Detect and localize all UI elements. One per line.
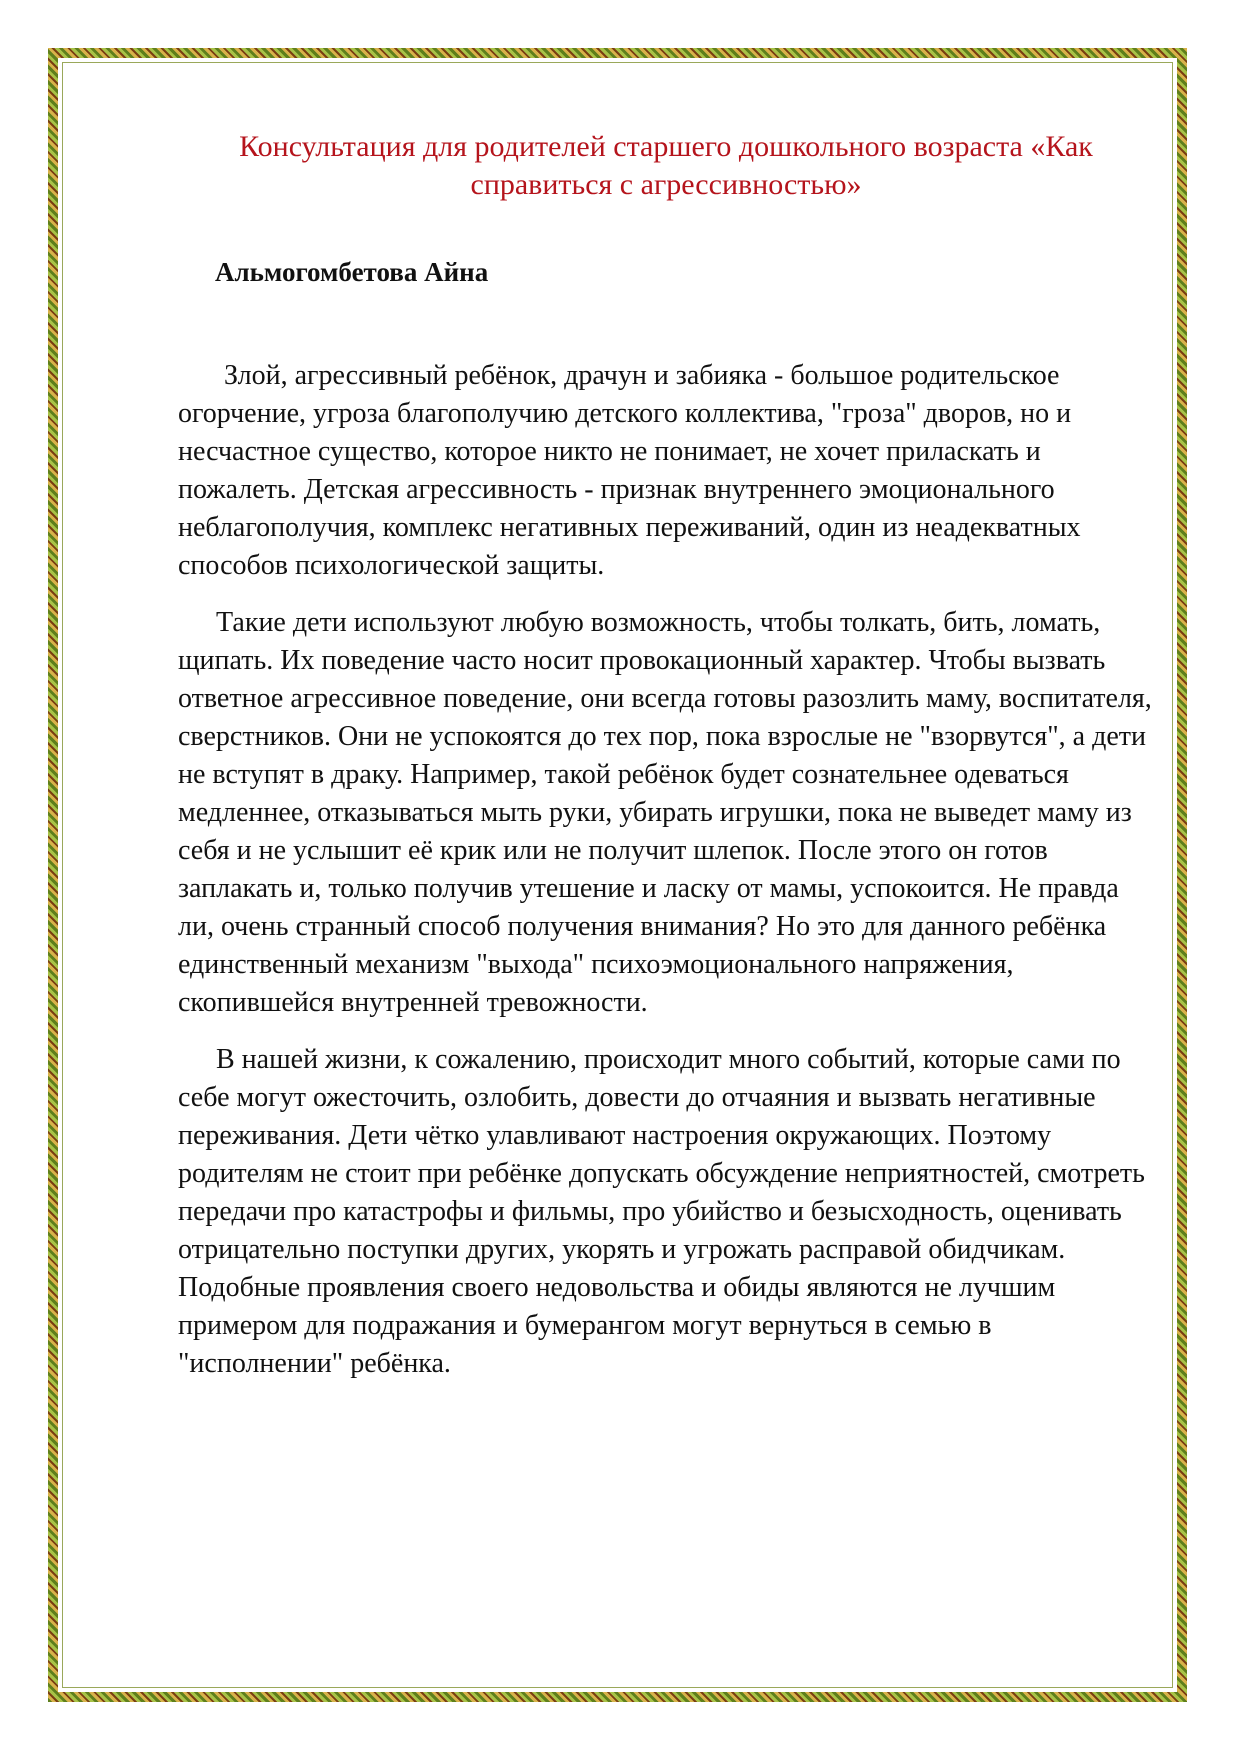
author-name: Альмогомбетова Айна [215, 257, 489, 287]
paragraph-3: В нашей жизни, к сожалению, происходит много событий, которые сами по себе могут ожесточить, озлобить, довести до отчаяния и вызвать негативные переживания. Дети чётко улавливают настроения окружающих. Поэтому родителям не стоит при ребёнке допускать обсуждение неприятностей, смотреть передачи про катастрофы и фильмы, про убийство и безысходность, оценивать отрицательно поступки других, укорять и угрожать расправой обидчикам. Подобные проявления своего недовольства и обиды являются не лучшим примером для подражания и бумерангом могут вернуться в семью в "исполнении" ребёнка. [178, 1044, 1145, 1379]
paragraph-1: Злой, агрессивный ребёнок, драчун и забияка - большое родительское огорчение, угроза благополучию детского коллектива, "гроза" дворов, но и несчастное существо, которое никто не понимает, не хочет приласкать и пожалеть. Детская агрессивность - признак внутреннего эмоционального неблагополучия, комплекс негативных переживаний, один из неадекватных способов психологической защиты. [178, 360, 1081, 581]
paragraph-2: Такие дети используют любую возможность, чтобы толкать, бить, ломать, щипать. Их поведение часто носит провокационный характер. Чтобы вызвать ответное агрессивное поведение, они всегда готовы разозлить маму, воспитателя, сверстников. Они не успокоятся до тех пор, пока взрослые не "взорвутся", а дети не вступят в драку. Например, такой ребёнок будет сознательнее одеваться медленнее, отказываться мыть руки, убирать игрушки, пока не выведет маму из себя и не услышит её крик или не получит шлепок. После этого он готов заплакать и, только получив утешение и ласку от мамы, успокоится. Не правда ли, очень странный способ получения внимания? Но это для данного ребёнка единственный механизм "выхода" психоэмоционального напряжения, скопившейся внутренней тревожности. [178, 607, 1152, 1018]
article-body [178, 357, 1158, 1402]
document-title: Консультация для родителей старшего дошкольного возраста «Как справиться с агрессивностью» [239, 130, 1093, 201]
